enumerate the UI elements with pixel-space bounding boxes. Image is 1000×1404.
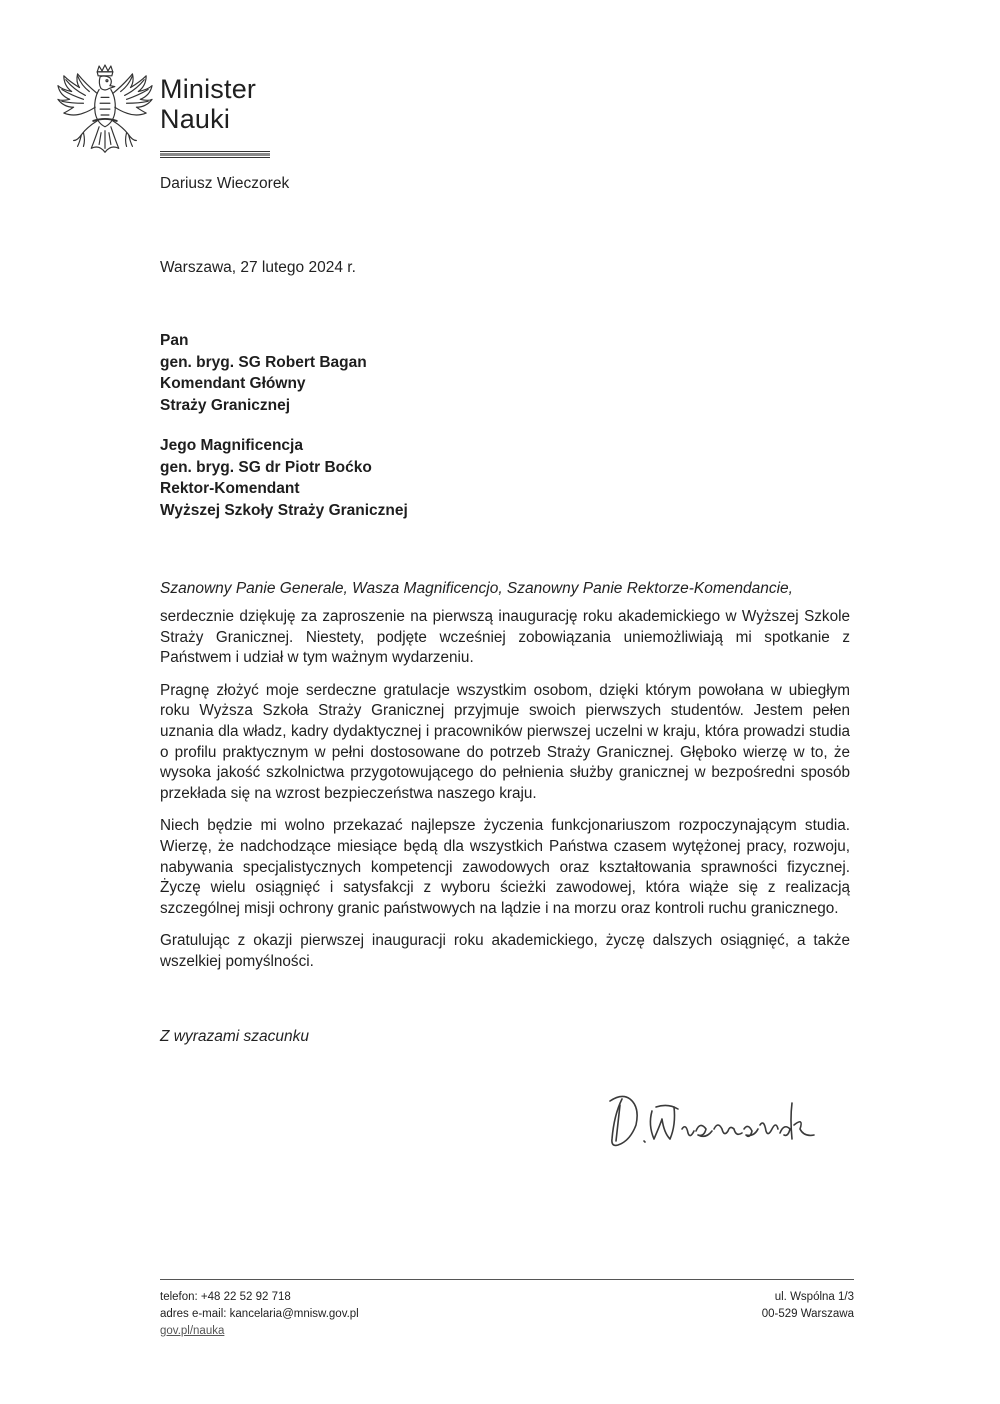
handwritten-signature xyxy=(600,1085,840,1155)
ministry-title-line2: Nauki xyxy=(160,104,231,134)
recipient-line: Komendant Główny xyxy=(160,375,306,392)
recipient-line: gen. bryg. SG dr Piotr Boćko xyxy=(160,458,372,476)
recipient-line: Straży Granicznej xyxy=(160,396,291,414)
salutation: Szanowny Panie Generale, Wasza Magnificencjo, Szanowny Panie Rektorze-Komendancie, xyxy=(160,580,793,597)
header-divider xyxy=(160,151,270,157)
paragraph: Pragnę złożyć moje serdeczne gratulacje wszystkim osobom, dzięki którym powołana w ubiegłym roku Wyższa Szkoła Straży Granicznej przyjmuje swoich pierwszych studentów. Jestem pełen uznania dla władz, kadry dydaktycznej i pracowników pierwszej uczelni w kraju, która prowadzi studia o profilu praktycznym w pełni dostosowane do potrzeb Straży Granicznej. Głęboko wierzę w to, że wysoka jakość szkolnictwa przygotowującego do pełnienia służby granicznej w bezpośredni sposób przekłada się na wzrost bezpieczeństwa naszego kraju. xyxy=(160,681,850,802)
footer-divider xyxy=(160,1279,854,1280)
paragraph: Gratulując z okazji pierwszej inauguracji roku akademickiego, życzę dalszych osiągnięć, a także wszelkiej pomyślności. xyxy=(160,932,850,970)
recipient-1 xyxy=(160,330,408,416)
polish-eagle-emblem-icon xyxy=(56,62,154,170)
footer-email[interactable]: adres e-mail: kancelaria@mnisw.gov.pl xyxy=(160,1308,359,1320)
recipients-block xyxy=(160,330,408,521)
recipient-2 xyxy=(160,435,408,521)
footer-city: 00-529 Warszawa xyxy=(761,1308,854,1320)
footer-website-link[interactable]: gov.pl/nauka xyxy=(160,1325,225,1337)
ministry-title-line1: Minister xyxy=(160,74,257,104)
minister-name: Dariusz Wieczorek xyxy=(160,175,290,192)
recipient-line: Wyższej Szkoły Straży Granicznej xyxy=(160,501,408,519)
footer-street: ul. Wspólna 1/3 xyxy=(774,1291,854,1303)
recipient-line: gen. bryg. SG Robert Bagan xyxy=(160,353,367,371)
recipient-line: Pan xyxy=(160,332,189,349)
recipient-line: Rektor-Komendant xyxy=(160,480,300,497)
footer-contact xyxy=(160,1289,359,1340)
ministry-title xyxy=(160,74,256,134)
closing: Z wyrazami szacunku xyxy=(160,1028,310,1045)
letter-body xyxy=(160,607,850,985)
paragraph: Niech będzie mi wolno przekazać najlepsze życzenia funkcjonariuszom rozpoczynającym studia. Wierzę, że nadchodzące miesiące będą dla wszystkich Państwa czasem wytężonej pracy, rozwoju, nabywania specjalistycznych kompetencji zawodowych oraz kształtowania sprawności fizycznej. Życzę wielu osiągnięć i satysfakcji z wyboru ścieżki zawodowej, która wiąże się z realizacją szczególnej misji ochrony granic państwowych na lądzie i na morzu oraz kontroli ruchu granicznego. xyxy=(160,817,850,917)
recipient-line: Jego Magnificencja xyxy=(160,437,303,454)
paragraph: serdecznie dziękuję za zaproszenie na pierwszą inaugurację roku akademickiego w Wyższej Szkole Straży Granicznej. Niestety, podjęte wcześniej zobowiązania uniemożliwiają mi spotkanie z Państwem i udział w tym ważnym wydarzeniu. xyxy=(160,608,850,667)
letter-date: Warszawa, 27 lutego 2024 r. xyxy=(160,259,356,276)
footer-address xyxy=(762,1289,854,1323)
footer-phone: telefon: +48 22 52 92 718 xyxy=(160,1291,291,1303)
